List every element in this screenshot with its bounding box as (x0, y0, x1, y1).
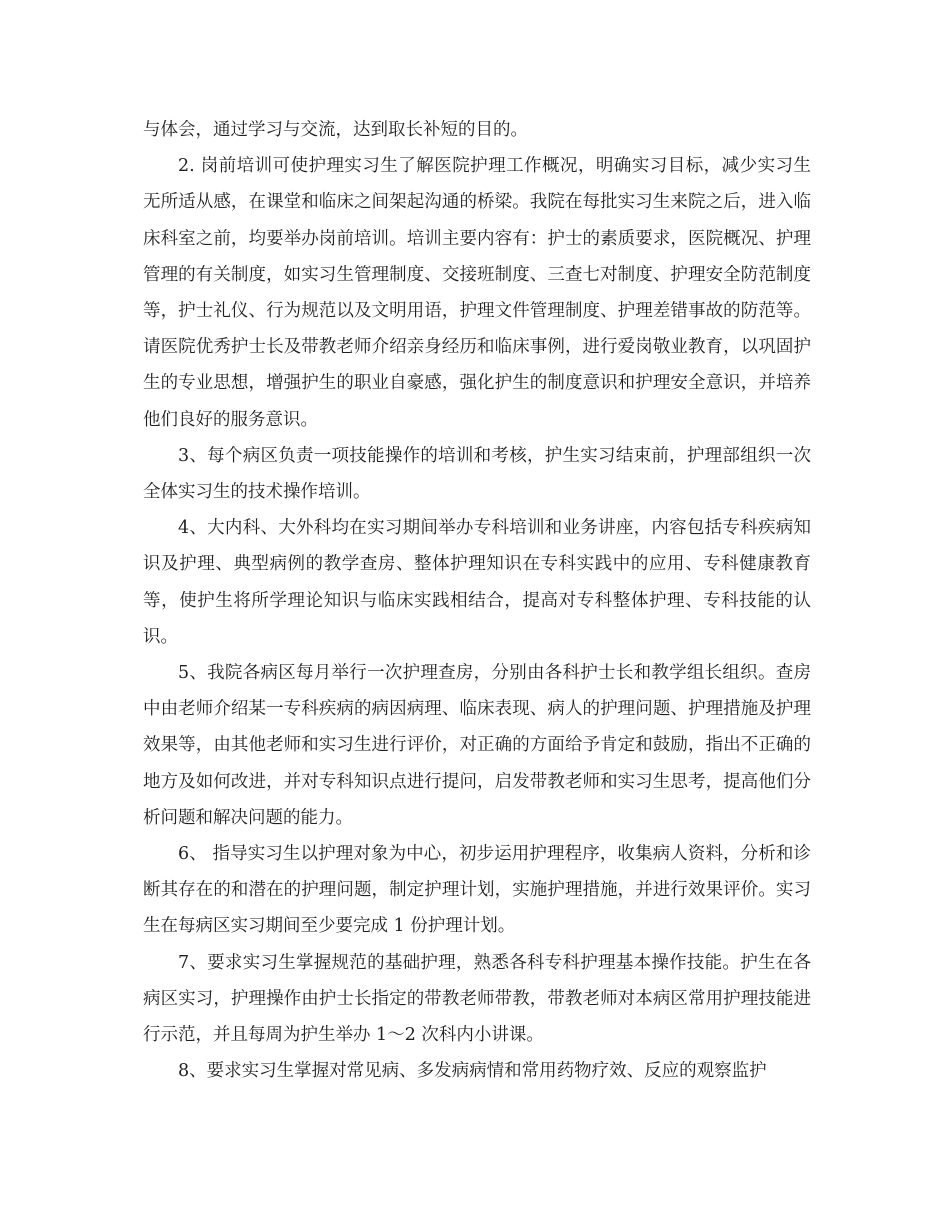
paragraph-item-4: 4、大内科、大外科均在实习期间举办专科培训和业务讲座，内容包括专科疾病知识及护理、典型病例的教学查房、整体护理知识在专科实践中的应用、专科健康教育等，使护生将所学理论知识与临床实践相结合，提高对专科整体护理、专科技能的认识。 (143, 518, 811, 647)
paragraph-item-8: 8、要求实习生掌握对常见病、多发病病情和常用药物疗效、反应的观察监护 (178, 1061, 767, 1082)
paragraph-continuation: 与体会，通过学习与交流，达到取长补短的目的。 (143, 120, 528, 140)
paragraph-item-7: 7、要求实习生掌握规范的基础护理，熟悉各科专科护理基本操作技能。护生在各病区实习，护理操作由护士长指定的带教老师带教，带教老师对本病区常用护理技能进行示范，并且每周为护生举办 1～2 次科内小讲课。 (143, 952, 811, 1046)
paragraph-item-2: 2. 岗前培训可使护理实习生了解医院护理工作概况，明确实习目标，减少实习生无所适从感，在课堂和临床之间架起沟通的桥梁。我院在每批实习生来院之后，进入临床科室之前，均要举办岗前培训。培训主要内容有：护士的素质要求，医院概况、护理管理的有关制度，如实习生管理制度、交接班制度、三查七对制度、护理安全防范制度 等，护士礼仪、行为规范以及文明用语，护理文件管理制度、护理差错事故的防范等。请医院优秀护士长及带教老师介绍亲身经历和临床事例，进行爱岗敬业教育，以巩固护生的专业思想，增强护生的职业自豪感，强化护生的制度意识和护理安全意识，并培养他们良好的服务意识。 (143, 156, 811, 430)
paragraph-item-5: 5、我院各病区每月举行一次护理查房，分别由各科护士长和教学组长组织。查房中由老师介绍某一专科疾病的病因病理、临床表现、病人的护理问题、护理措施及护理效果等，由其他老师和实习生进行评价，对正确的方面给予肯定和鼓励，指出不正确的地方及如何改进，并对专科知识点进行提问，启发带教老师和实习生思考，提高他们分析问题和解决问题的能力。 (143, 663, 811, 828)
paragraph-item-3: 3、每个病区负责一项技能操作的培训和考核，护生实习结束前，护理部组织一次全体实习生的技术操作培训。 (143, 445, 811, 503)
paragraph-item-6: 6、 指导实习生以护理对象为中心，初步运用护理程序，收集病人资料，分析和诊断其存在的和潜在的护理问题，制定护理计划，实施护理措施，并进行效果评价。实习生在每病区实习期间至少要完成 1 份护理计划。 (143, 844, 811, 937)
document-page (143, 112, 811, 1089)
